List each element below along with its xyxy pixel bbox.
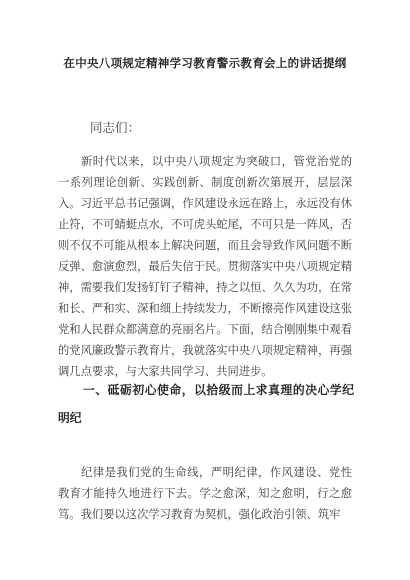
section-paragraph: 纪律是我们党的生命线，严明纪律，作风建设、党性教育才能持久地进行下去。学之愈深，知之愈明，行之愈笃。我们要以这次学习教育为契机，强化政治引领、筑牢	[58, 466, 352, 521]
salutation: 同志们：	[90, 120, 141, 135]
document-title: 在中央八项规定精神学习教育警示教育会上的讲话提纲	[63, 56, 347, 70]
section-heading: 一、砥砺初心使命，以拾级而上求真理的决心学纪明纪	[58, 383, 354, 425]
body-paragraph: 新时代以来，以中央八项规定为突破口，管党治党的一系列理论创新、实践创新、制度创新次第展开，层层深入。习近平总书记强调，作风建设永远在路上，永远没有休止符，不可蜻蜓点水，不可虎头蛇尾，不可只是一阵风，否则不仅不可能从根本上解决问题，而且会导致作风问题不断反弹、愈演愈烈，最后失信于民。贯彻落实中央八项规定精神，需要我们发扬钉钉子精神，持之以恒、久久为功，在常和长、严和实、深和细上持续发力，不断擦亮作风建设这张党和人民群众都满意的亮丽名片。下面，结合刚刚集中观看的党风廉政警示教育片，我就落实中央八项规定精神，再强调几点要求，与大家共同学习、共同进步。	[58, 155, 352, 378]
